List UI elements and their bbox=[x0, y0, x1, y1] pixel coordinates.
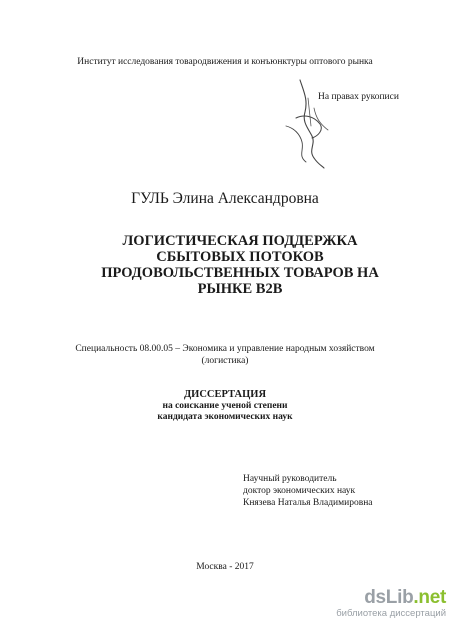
supervisor-name: Князева Наталья Владимировна bbox=[243, 498, 373, 508]
supervisor-degree: доктор экономических наук bbox=[243, 486, 356, 496]
dissertation-heading: ДИССЕРТАЦИЯ bbox=[183, 389, 267, 400]
watermark-logo bbox=[336, 588, 446, 608]
dissertation-title bbox=[70, 233, 410, 297]
supervisor-label: Научный руководитель bbox=[243, 474, 337, 484]
title-line: ЛОГИСТИЧЕСКАЯ ПОДДЕРЖКА bbox=[122, 233, 358, 249]
specialty-block bbox=[0, 343, 450, 367]
title-line: ПРОДОВОЛЬСТВЕННЫХ ТОВАРОВ НА bbox=[101, 265, 379, 281]
specialty-code: Специальность 08.00.05 – Экономика и управление народным хозяйством bbox=[75, 344, 375, 354]
degree-purpose: на соискание ученой степени bbox=[162, 400, 288, 411]
dissertation-degree-block bbox=[0, 389, 450, 424]
supervisor-block bbox=[243, 473, 373, 509]
dslib-watermark bbox=[336, 588, 446, 619]
manuscript-rights-note: На правах рукописи bbox=[318, 92, 399, 102]
watermark-logo-main: dsLib bbox=[364, 587, 414, 608]
title-line: СБЫТОВЫХ ПОТОКОВ bbox=[156, 249, 324, 265]
specialty-field: (логистика) bbox=[201, 356, 249, 366]
city-year: Москва - 2017 bbox=[196, 562, 254, 572]
institute-name: Институт исследования товародвижения и конъюнктуры оптового рынка bbox=[77, 57, 373, 67]
author-name: ГУЛЬ Элина Александровна bbox=[131, 190, 319, 207]
watermark-tagline: библиотека диссертаций bbox=[336, 608, 446, 619]
degree-name: кандидата экономических наук bbox=[157, 412, 293, 422]
title-line: РЫНКЕ B2B bbox=[197, 281, 283, 297]
watermark-logo-suffix: .net bbox=[413, 587, 446, 608]
